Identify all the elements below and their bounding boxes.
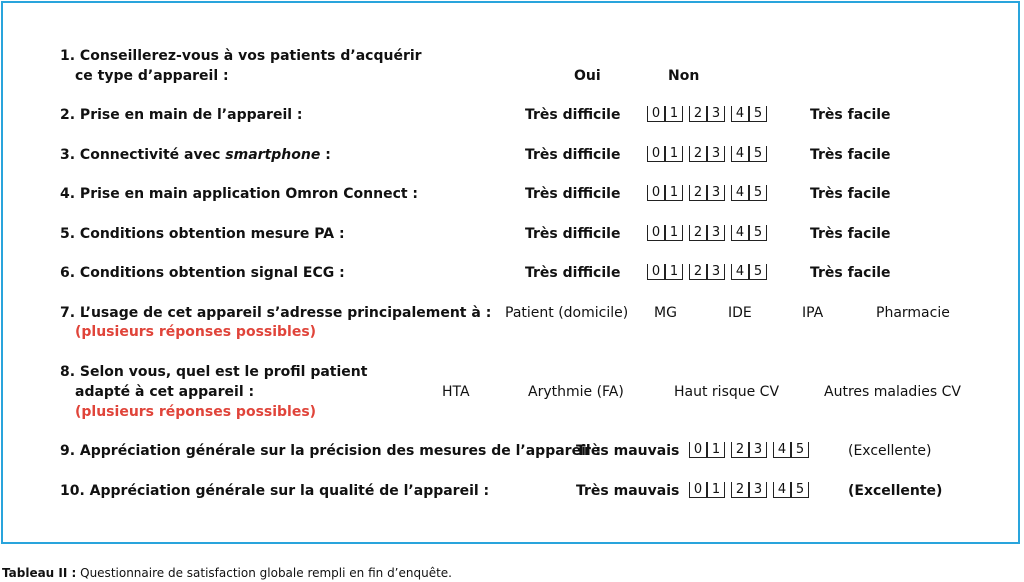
scale-pair — [689, 225, 725, 241]
q2-scale — [647, 106, 773, 122]
q7-option: MG — [654, 305, 677, 321]
scale-box-2: 2 — [689, 185, 707, 201]
scale-pair — [731, 185, 767, 201]
scale-box-0: 0 — [647, 106, 665, 122]
scale-box-4: 4 — [773, 482, 791, 498]
scale-pair — [731, 442, 767, 458]
q7-note: (plusieurs réponses possibles) — [75, 324, 317, 340]
q3-label-em: smartphone — [225, 147, 321, 163]
scale-pair — [689, 146, 725, 162]
scale-box-3: 3 — [707, 264, 725, 280]
scale-pair — [689, 482, 725, 498]
scale-pair — [647, 225, 683, 241]
scale-box-1: 1 — [707, 482, 725, 498]
q3-scale — [647, 146, 773, 162]
scale-box-0: 0 — [689, 442, 707, 458]
q1-label-line2: ce type d’appareil : — [75, 68, 229, 84]
scale-box-2: 2 — [689, 106, 707, 122]
q7-option: IDE — [728, 305, 752, 321]
scale-box-0: 0 — [647, 264, 665, 280]
scale-box-3: 3 — [707, 185, 725, 201]
scale-box-2: 2 — [731, 442, 749, 458]
scale-box-1: 1 — [665, 146, 683, 162]
q8-note: (plusieurs réponses possibles) — [75, 404, 317, 420]
q6-scale — [647, 264, 773, 280]
q3-low-label: Très difficile — [525, 147, 621, 163]
q2-low-label: Très difficile — [525, 107, 621, 123]
scale-pair — [731, 225, 767, 241]
q7-option: Pharmacie — [876, 305, 950, 321]
q2-label: 2. Prise en main de l’appareil : — [60, 107, 303, 123]
q8-label-line1: 8. Selon vous, quel est le profil patient — [60, 364, 368, 380]
q5-high-label: Très facile — [810, 226, 891, 242]
scale-box-5: 5 — [749, 225, 767, 241]
scale-box-2: 2 — [689, 225, 707, 241]
table-caption — [2, 566, 452, 580]
scale-box-5: 5 — [791, 482, 809, 498]
q7-label: 7. L’usage de cet appareil s’adresse principalement à : — [60, 305, 492, 321]
scale-pair — [647, 264, 683, 280]
scale-box-1: 1 — [665, 225, 683, 241]
scale-pair — [731, 106, 767, 122]
q10-low-label: Très mauvais — [576, 483, 680, 499]
scale-box-4: 4 — [731, 264, 749, 280]
scale-box-1: 1 — [665, 106, 683, 122]
q5-scale — [647, 225, 773, 241]
scale-box-4: 4 — [731, 185, 749, 201]
scale-box-1: 1 — [707, 442, 725, 458]
scale-box-5: 5 — [791, 442, 809, 458]
scale-box-3: 3 — [707, 225, 725, 241]
scale-pair — [773, 482, 809, 498]
q10-label: 10. Appréciation générale sur la qualité de l’appareil : — [60, 483, 490, 499]
scale-box-2: 2 — [689, 264, 707, 280]
caption-text: Questionnaire de satisfaction globale rempli en fin d’enquête. — [76, 566, 452, 580]
scale-box-5: 5 — [749, 264, 767, 280]
scale-box-1: 1 — [665, 185, 683, 201]
scale-box-3: 3 — [749, 482, 767, 498]
q1-label-line1: 1. Conseillerez-vous à vos patients d’acquérir — [60, 48, 422, 64]
scale-box-4: 4 — [773, 442, 791, 458]
scale-box-3: 3 — [749, 442, 767, 458]
q5-label: 5. Conditions obtention mesure PA : — [60, 226, 345, 242]
scale-box-5: 5 — [749, 106, 767, 122]
q2-high-label: Très facile — [810, 107, 891, 123]
scale-box-1: 1 — [665, 264, 683, 280]
q3-label-post: : — [320, 147, 331, 163]
scale-box-3: 3 — [707, 106, 725, 122]
scale-pair — [647, 106, 683, 122]
q4-low-label: Très difficile — [525, 186, 621, 202]
scale-pair — [689, 442, 725, 458]
q1-option-non: Non — [668, 68, 700, 84]
scale-box-3: 3 — [707, 146, 725, 162]
scale-box-4: 4 — [731, 146, 749, 162]
caption-label: Tableau II : — [2, 566, 77, 580]
scale-box-0: 0 — [689, 482, 707, 498]
q4-scale — [647, 185, 773, 201]
q4-label: 4. Prise en main application Omron Connect : — [60, 186, 419, 202]
scale-pair — [731, 146, 767, 162]
q7-option: Patient (domicile) — [505, 305, 629, 321]
scale-pair — [647, 185, 683, 201]
q6-low-label: Très difficile — [525, 265, 621, 281]
q3-label-pre: 3. Connectivité avec — [60, 147, 226, 163]
scale-box-2: 2 — [689, 146, 707, 162]
q10-scale — [689, 482, 815, 498]
q8-option: HTA — [442, 384, 470, 400]
q9-scale — [689, 442, 815, 458]
q8-option: Haut risque CV — [674, 384, 780, 400]
scale-pair — [689, 106, 725, 122]
scale-box-0: 0 — [647, 185, 665, 201]
scale-box-5: 5 — [749, 185, 767, 201]
q9-high-label-text: (Excellente) — [848, 443, 932, 459]
questionnaire-frame — [1, 1, 1020, 544]
scale-box-4: 4 — [731, 225, 749, 241]
scale-box-5: 5 — [749, 146, 767, 162]
q1-option-oui: Oui — [574, 68, 601, 84]
scale-box-0: 0 — [647, 146, 665, 162]
q4-high-label: Très facile — [810, 186, 891, 202]
q9-low-label: Très mauvais — [576, 443, 680, 459]
scale-pair — [689, 185, 725, 201]
scale-pair — [731, 482, 767, 498]
q6-high-label: Très facile — [810, 265, 891, 281]
q8-label-line2: adapté à cet appareil : — [75, 384, 255, 400]
q3-high-label: Très facile — [810, 147, 891, 163]
q9-high-label — [848, 443, 932, 460]
scale-box-4: 4 — [731, 106, 749, 122]
q7-option: IPA — [802, 305, 824, 321]
scale-box-2: 2 — [731, 482, 749, 498]
q8-option: Autres maladies CV — [824, 384, 961, 400]
scale-pair — [689, 264, 725, 280]
q8-option: Arythmie (FA) — [528, 384, 624, 400]
q3-label — [60, 147, 331, 164]
scale-pair — [731, 264, 767, 280]
scale-pair — [647, 146, 683, 162]
scale-box-0: 0 — [647, 225, 665, 241]
q5-low-label: Très difficile — [525, 226, 621, 242]
q10-high-label: (Excellente) — [848, 483, 943, 499]
q9-label: 9. Appréciation générale sur la précision des mesures de l’appareil : — [60, 443, 602, 459]
scale-pair — [773, 442, 809, 458]
q6-label: 6. Conditions obtention signal ECG : — [60, 265, 345, 281]
